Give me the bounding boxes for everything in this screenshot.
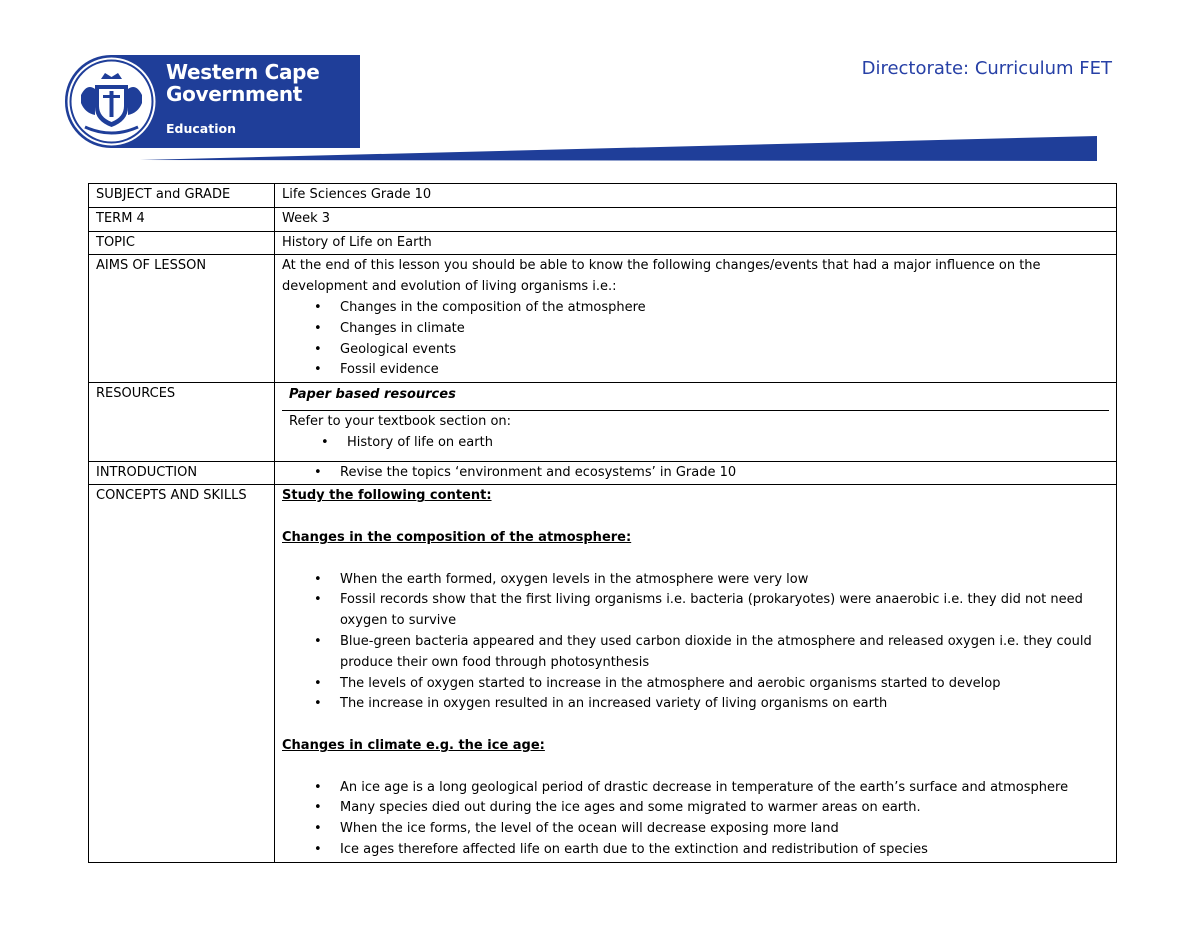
aims-label: AIMS OF LESSON [89, 255, 275, 383]
resources-label: RESOURCES [89, 383, 275, 461]
list-item: • History of life on earth [347, 433, 1102, 454]
list-item: • When the ice forms, the level of the ocean will decrease exposing more land [340, 819, 1109, 840]
topic-label: TOPIC [89, 231, 275, 255]
list-item: • An ice age is a long geological period of drastic decrease in temperature of the earth’s surface and atmosphere [340, 778, 1109, 799]
list-item: • Revise the topics ‘environment and ecosystems’ in Grade 10 [340, 463, 1109, 484]
logo-title-line-2: Government [166, 82, 303, 106]
list-item: • When the earth formed, oxygen levels in the atmosphere were very low [340, 570, 1109, 591]
list-item: • Changes in climate [340, 319, 1109, 340]
resources-body [282, 411, 1109, 460]
list-item: • The increase in oxygen resulted in an increased variety of living organisms on earth [340, 694, 1109, 715]
aims-list [282, 298, 1109, 381]
table-row-term [89, 207, 1117, 231]
concepts-content [275, 485, 1117, 862]
resources-heading-text: Paper based resources [289, 387, 456, 403]
introduction-list [282, 463, 1109, 484]
table-row-aims [89, 255, 1117, 383]
list-item: • Blue-green bacteria appeared and they used carbon dioxide in the atmosphere and released oxygen i.e. they could produce their own food through photosynthesis [340, 632, 1109, 674]
header-swoosh [140, 134, 1100, 164]
climate-list [282, 778, 1109, 861]
term-value: Week 3 [275, 207, 1117, 231]
list-item: • The levels of oxygen started to increase in the atmosphere and aerobic organisms started to develop [340, 674, 1109, 695]
list-item: • Ice ages therefore affected life on earth due to the extinction and redistribution of species [340, 840, 1109, 861]
table-row-introduction [89, 461, 1117, 485]
aims-content [275, 255, 1117, 383]
table-row-concepts [89, 485, 1117, 862]
logo-department: Education [166, 121, 236, 136]
resources-list [289, 433, 1102, 454]
lesson-plan-table [88, 183, 1117, 863]
list-item: • Geological events [340, 340, 1109, 361]
directorate-title: Directorate: Curriculum FET [861, 58, 1112, 79]
resources-intro: Refer to your textbook section on: [289, 413, 512, 429]
list-item: • Many species died out during the ice ages and some migrated to warmer areas on earth. [340, 798, 1109, 819]
logo-title [166, 61, 319, 105]
resources-content [275, 383, 1117, 461]
table-row-subject [89, 184, 1117, 208]
table-row-resources [89, 383, 1117, 461]
topic-value: History of Life on Earth [275, 231, 1117, 255]
section-title-atmosphere: Changes in the composition of the atmosphere: [282, 529, 632, 545]
concepts-heading: Study the following content: [282, 488, 492, 504]
section-title-climate: Changes in climate e.g. the ice age: [282, 737, 545, 753]
list-item: • Fossil evidence [340, 360, 1109, 381]
introduction-content [275, 461, 1117, 485]
subject-label: SUBJECT and GRADE [89, 184, 275, 208]
concepts-label: CONCEPTS AND SKILLS [89, 485, 275, 862]
aims-intro: At the end of this lesson you should be able to know the following changes/events that had a major influence on the development and evolution of living organisms i.e.: [282, 258, 1041, 295]
atmosphere-list [282, 570, 1109, 716]
list-item: • Changes in the composition of the atmosphere [340, 298, 1109, 319]
introduction-label: INTRODUCTION [89, 461, 275, 485]
term-label: TERM 4 [89, 207, 275, 231]
subject-value: Life Sciences Grade 10 [275, 184, 1117, 208]
resources-heading [282, 384, 1109, 411]
logo-title-line-1: Western Cape [166, 60, 320, 84]
list-item: • Fossil records show that the first living organisms i.e. bacteria (prokaryotes) were anaerobic i.e. they did not need oxygen to survive [340, 590, 1109, 632]
table-row-topic [89, 231, 1117, 255]
